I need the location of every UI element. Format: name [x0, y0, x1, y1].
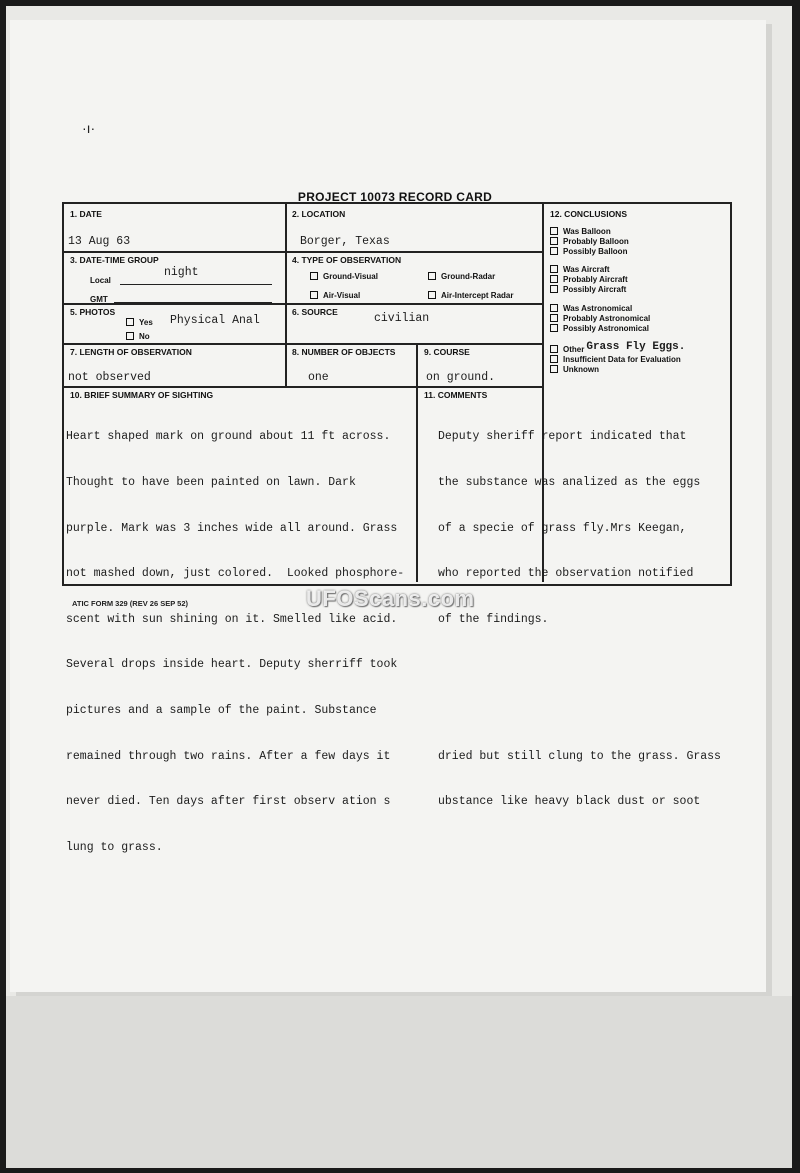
number-of-objects-label: 8. NUMBER OF OBJECTS: [292, 347, 396, 357]
checkbox-icon: [550, 324, 558, 332]
checkbox-icon: [550, 355, 558, 363]
local-line: [120, 284, 272, 285]
summary-line: not mashed down, just colored. Looked phosphore-: [66, 567, 405, 581]
conclusion-other-label: Other: [563, 345, 585, 354]
conclusion-text: Probably Balloon: [563, 237, 629, 246]
air-intercept-radar-text: Air-Intercept Radar: [441, 291, 514, 300]
conclusion-insufficient-data: [550, 355, 681, 364]
summary-line: Thought to have been painted on lawn. Dark: [66, 476, 356, 490]
checkbox-icon: [550, 314, 558, 322]
photos-yes-option: [126, 318, 153, 327]
date-value: 13 Aug 63: [68, 235, 131, 248]
checkbox-icon: [550, 247, 558, 255]
location-label: 2. LOCATION: [292, 209, 346, 219]
photos-label: 5. PHOTOS: [70, 307, 116, 317]
conclusion-text: Was Astronomical: [563, 304, 633, 313]
course-label: 9. COURSE: [424, 347, 470, 357]
date-time-group-label: 3. DATE-TIME GROUP: [70, 255, 159, 265]
comments-line: Deputy sheriff report indicated that: [438, 430, 687, 444]
summary-line: lung to grass.: [66, 840, 163, 854]
conclusion-text: Probably Aircraft: [563, 275, 628, 284]
comments-line: dried but still clung to the grass. Grass: [438, 749, 721, 763]
length-of-observation-value: not observed: [68, 371, 151, 384]
summary-line: Heart shaped mark on ground about 11 ft across.: [66, 430, 391, 444]
conclusion-was-balloon: [550, 227, 611, 236]
conclusion-possibly-astronomical: [550, 324, 649, 333]
summary-line: never died. Ten days after first observ ation s: [66, 795, 391, 809]
local-label: Local: [90, 276, 111, 285]
conclusion-text: Possibly Aircraft: [563, 285, 627, 294]
conclusions-label: 12. CONCLUSIONS: [550, 209, 627, 219]
location-value: Borger, Texas: [300, 235, 390, 248]
summary-line: scent with sun shining on it. Smelled like acid.: [66, 612, 398, 626]
ground-visual-option: [310, 272, 378, 281]
photos-yes-text: Yes: [139, 318, 153, 327]
summary-line: Several drops inside heart. Deputy sherriff took: [66, 658, 398, 672]
gmt-line: [114, 302, 272, 303]
checkbox-icon: [550, 365, 558, 373]
divider-row4: [64, 386, 542, 388]
conclusion-possibly-aircraft: [550, 285, 626, 294]
scan-background: [6, 6, 792, 1168]
comments-line: who reported the observation notified: [438, 567, 694, 581]
summary-text: [66, 399, 404, 886]
summary-line: pictures and a sample of the paint. Substance: [66, 704, 377, 718]
divider-comments: [416, 386, 418, 582]
divider-row1: [64, 251, 542, 253]
summary-line: remained through two rains. After a few days it: [66, 749, 391, 763]
local-value: night: [164, 266, 199, 279]
conclusion-text: Possibly Balloon: [563, 247, 628, 256]
conclusion-was-astronomical: [550, 304, 632, 313]
air-visual-option: [310, 291, 360, 300]
checkbox-icon: [310, 272, 318, 280]
conclusion-text: Insufficient Data for Evaluation: [563, 355, 681, 364]
checkbox-icon: [550, 237, 558, 245]
conclusion-was-aircraft: [550, 265, 610, 274]
length-of-observation-label: 7. LENGTH OF OBSERVATION: [70, 347, 192, 357]
checkbox-icon: [428, 291, 436, 299]
course-value: on ground.: [426, 371, 496, 384]
summary-line: purple. Mark was 3 inches wide all around. Grass: [66, 521, 398, 535]
checkbox-icon: [310, 291, 318, 299]
conclusion-other-value: Grass Fly Eggs.: [586, 341, 686, 353]
type-of-observation-label: 4. TYPE OF OBSERVATION: [292, 255, 402, 265]
date-label: 1. DATE: [70, 209, 102, 219]
source-label: 6. SOURCE: [292, 307, 338, 317]
summary-label: 10. BRIEF SUMMARY OF SIGHTING: [70, 390, 214, 400]
scan-bottom-strip: [6, 996, 792, 1168]
form-id: ATIC FORM 329 (REV 26 SEP 52): [72, 599, 189, 608]
photos-no-option: [126, 332, 150, 341]
checkbox-icon: [550, 345, 558, 353]
comments-label: 11. COMMENTS: [424, 390, 488, 400]
checkbox-icon: [126, 318, 134, 326]
watermark: UFOScans.com: [306, 586, 475, 611]
conclusion-possibly-balloon: [550, 247, 627, 256]
divider-col1: [285, 204, 287, 386]
ground-radar-option: [428, 272, 495, 281]
air-intercept-radar-option: [428, 291, 513, 300]
photos-no-text: No: [139, 332, 150, 341]
checkbox-icon: [550, 285, 558, 293]
checkbox-icon: [550, 275, 558, 283]
conclusion-text: Unknown: [563, 365, 599, 374]
comments-line: of the findings.: [438, 612, 549, 626]
checkbox-icon: [428, 272, 436, 280]
card-title: PROJECT 10073 RECORD CARD: [297, 190, 493, 204]
comments-line: [438, 703, 721, 718]
conclusion-text: Possibly Astronomical: [563, 324, 649, 333]
conclusion-text: Was Balloon: [563, 227, 611, 236]
conclusion-probably-astronomical: [550, 314, 650, 323]
conclusion-probably-balloon: [550, 237, 629, 246]
comments-text: [438, 399, 721, 840]
divider-row2: [64, 303, 542, 305]
divider-row3: [64, 343, 542, 345]
ground-visual-text: Ground-Visual: [323, 272, 378, 281]
comments-line: of a specie of grass fly.Mrs Keegan,: [438, 521, 687, 535]
checkbox-icon: [550, 227, 558, 235]
air-visual-text: Air-Visual: [323, 291, 361, 300]
checkbox-icon: [550, 265, 558, 273]
comments-line: [438, 657, 721, 672]
comments-line: the substance was analized as the eggs: [438, 476, 701, 490]
checkbox-icon: [550, 304, 558, 312]
conclusion-unknown: [550, 365, 599, 374]
source-value: civilian: [374, 312, 430, 325]
gmt-label: GMT: [90, 295, 108, 304]
divider-course: [416, 343, 418, 386]
scan-speck: ·ı·: [82, 120, 96, 136]
conclusion-text: Probably Astronomical: [563, 314, 651, 323]
conclusion-text: Was Aircraft: [563, 265, 610, 274]
photos-yes-value: Physical Anal: [170, 314, 260, 327]
ground-radar-text: Ground-Radar: [441, 272, 496, 281]
number-of-objects-value: one: [308, 371, 329, 384]
comments-line: ubstance like heavy black dust or soot: [438, 795, 701, 809]
checkbox-icon: [126, 332, 134, 340]
conclusion-probably-aircraft: [550, 275, 628, 284]
